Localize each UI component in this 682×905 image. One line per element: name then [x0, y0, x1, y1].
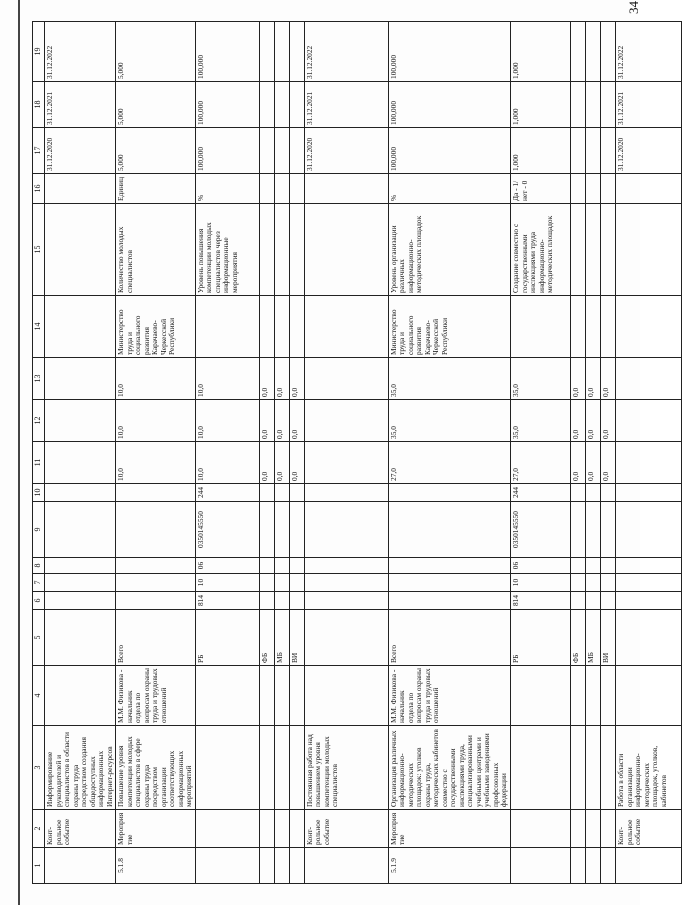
table-cell-col-4: [304, 666, 388, 726]
table-row: [600, 22, 615, 884]
table-row: [45, 22, 116, 884]
table-cell-col-18: 31.12.2021: [615, 82, 681, 128]
table-cell-col-4: [570, 666, 585, 726]
table-cell-col-7: [615, 574, 681, 592]
table-cell-col-7: 10: [510, 574, 570, 592]
table-cell-col-18: 1,000: [510, 82, 570, 128]
table-cell-col-7: [600, 574, 615, 592]
table-cell-col-15: Создание совместно с государственными инспекциями труда информационно-методических площадок: [510, 204, 570, 296]
header-cell: 8: [33, 558, 45, 574]
table-cell-col-6: [570, 592, 585, 610]
table-cell-col-9: [585, 502, 600, 558]
table-cell-col-12: 35,0: [510, 400, 570, 442]
table-cell-col-5: РБ: [510, 610, 570, 666]
table-row: [510, 22, 570, 884]
table-cell-col-18: 31.12.2021: [45, 82, 116, 128]
table-cell-col-10: [116, 484, 196, 502]
table-row: [388, 22, 510, 884]
table-cell-col-19: [274, 22, 289, 82]
table-cell-col-4: [289, 666, 304, 726]
header-cell: 14: [33, 296, 45, 358]
table-cell-col-17: [274, 128, 289, 174]
table-cell-col-6: [585, 592, 600, 610]
table-cell-col-10: [259, 484, 274, 502]
header-cell: 1: [33, 848, 45, 884]
table-cell-col-19: 100,000: [388, 22, 510, 82]
table-cell-col-1: [45, 848, 116, 884]
table-cell-col-14: [259, 296, 274, 358]
table-cell-col-8: 06: [510, 558, 570, 574]
table-cell-col-17: [600, 128, 615, 174]
table-cell-col-18: [259, 82, 274, 128]
table-cell-col-11: 10,0: [195, 442, 259, 484]
table-cell-col-11: [45, 442, 116, 484]
table-cell-col-1: 5.1.8: [116, 848, 196, 884]
table-cell-col-14: Министерство труда и социального развития Карачаево-Черкесской Республики: [116, 296, 196, 358]
table-cell-col-10: [274, 484, 289, 502]
table-cell-col-13: [45, 358, 116, 400]
table-row: [615, 22, 681, 884]
table-cell-col-16: [259, 174, 274, 204]
table-cell-col-16: [600, 174, 615, 204]
table-cell-col-17: [259, 128, 274, 174]
table-cell-col-1: [615, 848, 681, 884]
header-cell: 11: [33, 442, 45, 484]
table-cell-col-15: Количество молодых специалистов: [116, 204, 196, 296]
table-cell-col-6: [274, 592, 289, 610]
header-cell: 18: [33, 82, 45, 128]
table-cell-col-2: Конт-рольное событие: [304, 810, 388, 848]
header-cell: 19: [33, 22, 45, 82]
table-row: [585, 22, 600, 884]
table-cell-col-4: М.М. Физиковa - начальник отдела по вопросам охраны труда и трудовых отношений: [388, 666, 510, 726]
table-cell-col-2: Мероприятие: [116, 810, 196, 848]
table-cell-col-1: [274, 848, 289, 884]
table-cell-col-14: [600, 296, 615, 358]
table-cell-col-11: [615, 442, 681, 484]
table-cell-col-9: [388, 502, 510, 558]
table-cell-col-7: [116, 574, 196, 592]
header-cell: 12: [33, 400, 45, 442]
table-cell-col-17: [585, 128, 600, 174]
table-cell-col-18: 100,000: [388, 82, 510, 128]
table-cell-col-4: [510, 666, 570, 726]
table-cell-col-3: Повышение уровня компетенции молодых специалистов в сфере охраны труда посредством организации соответствующих информационных мероприятий: [116, 726, 196, 810]
table-cell-col-16: [585, 174, 600, 204]
table-cell-col-12: 10,0: [195, 400, 259, 442]
table-cell-col-8: [45, 558, 116, 574]
table-cell-col-3: [585, 726, 600, 810]
table-cell-col-8: [570, 558, 585, 574]
table-cell-col-9: [615, 502, 681, 558]
header-cell: 6: [33, 592, 45, 610]
table-cell-col-19: [289, 22, 304, 82]
table-cell-col-8: 06: [195, 558, 259, 574]
header-cell: 5: [33, 610, 45, 666]
table-cell-col-11: 0,0: [600, 442, 615, 484]
header-cell: 15: [33, 204, 45, 296]
table-cell-col-5: Всего: [388, 610, 510, 666]
table-cell-col-9: 0350145550: [195, 502, 259, 558]
table-cell-col-18: 100,000: [195, 82, 259, 128]
table-cell-col-15: [304, 204, 388, 296]
table-cell-col-2: [195, 810, 259, 848]
table-cell-col-12: 0,0: [600, 400, 615, 442]
table-cell-col-18: [274, 82, 289, 128]
table-cell-col-13: 0,0: [289, 358, 304, 400]
table-cell-col-1: [195, 848, 259, 884]
table-cell-col-6: [304, 592, 388, 610]
table-cell-col-16: Да - 1/ нет - 0: [510, 174, 570, 204]
table-cell-col-4: [585, 666, 600, 726]
table-cell-col-9: [274, 502, 289, 558]
table-cell-col-7: [388, 574, 510, 592]
table-cell-col-8: [116, 558, 196, 574]
table-cell-col-2: Мероприятие: [388, 810, 510, 848]
table-cell-col-5: [45, 610, 116, 666]
table-cell-col-6: [289, 592, 304, 610]
table-cell-col-19: [570, 22, 585, 82]
table-cell-col-8: [585, 558, 600, 574]
table-cell-col-19: [585, 22, 600, 82]
table-cell-col-5: МБ: [585, 610, 600, 666]
table-cell-col-12: 0,0: [585, 400, 600, 442]
table-cell-col-5: [304, 610, 388, 666]
table-cell-col-15: [289, 204, 304, 296]
table-cell-col-6: [615, 592, 681, 610]
table-cell-col-17: [289, 128, 304, 174]
table-cell-col-15: [600, 204, 615, 296]
table-cell-col-1: 5.1.9: [388, 848, 510, 884]
table-cell-col-12: 0,0: [289, 400, 304, 442]
table-row: [195, 22, 259, 884]
header-row: [33, 22, 45, 884]
table-cell-col-11: 27,0: [388, 442, 510, 484]
table-row: [116, 22, 196, 884]
table-cell-col-3: Работа в области организации информационно-методических площадок, уголков, кабинетов: [615, 726, 681, 810]
table-cell-col-17: 1,000: [510, 128, 570, 174]
table-cell-col-14: [615, 296, 681, 358]
table-cell-col-12: 35,0: [388, 400, 510, 442]
table-cell-col-7: [274, 574, 289, 592]
table-cell-col-8: [388, 558, 510, 574]
header-cell: 13: [33, 358, 45, 400]
table-row: [259, 22, 274, 884]
table-row: [570, 22, 585, 884]
table-cell-col-16: %: [388, 174, 510, 204]
table-cell-col-19: [259, 22, 274, 82]
table-cell-col-7: 10: [195, 574, 259, 592]
table-cell-col-12: 0,0: [274, 400, 289, 442]
table-cell-col-3: [289, 726, 304, 810]
header-cell: 10: [33, 484, 45, 502]
table-cell-col-16: [45, 174, 116, 204]
table-cell-col-3: [274, 726, 289, 810]
table-cell-col-2: [274, 810, 289, 848]
table-cell-col-13: 10,0: [195, 358, 259, 400]
table-cell-col-19: 31.12.2022: [615, 22, 681, 82]
table-cell-col-7: [45, 574, 116, 592]
table-cell-col-5: МБ: [274, 610, 289, 666]
table-cell-col-11: 0,0: [259, 442, 274, 484]
table-cell-col-15: Уровень организации различных информационно-методических площадок: [388, 204, 510, 296]
table-row: [304, 22, 388, 884]
table-cell-col-17: 31.12.2020: [304, 128, 388, 174]
header-cell: 9: [33, 502, 45, 558]
table-cell-col-2: [289, 810, 304, 848]
table-cell-col-19: 31.12.2022: [45, 22, 116, 82]
table-cell-col-14: [274, 296, 289, 358]
table-cell-col-4: [600, 666, 615, 726]
table-cell-col-16: [570, 174, 585, 204]
table-cell-col-19: 31.12.2022: [304, 22, 388, 82]
table-cell-col-14: [304, 296, 388, 358]
table-cell-col-1: [510, 848, 570, 884]
table-cell-col-17: 5,000: [116, 128, 196, 174]
table-cell-col-17: [570, 128, 585, 174]
table-cell-col-9: [259, 502, 274, 558]
table-cell-col-19: 100,000: [195, 22, 259, 82]
table-cell-col-16: [615, 174, 681, 204]
table-cell-col-5: ВИ: [289, 610, 304, 666]
table-cell-col-15: [585, 204, 600, 296]
table-cell-col-10: [289, 484, 304, 502]
table-cell-col-18: 31.12.2021: [304, 82, 388, 128]
table-cell-col-3: [510, 726, 570, 810]
table-cell-col-1: [570, 848, 585, 884]
table-cell-col-4: [274, 666, 289, 726]
table-cell-col-7: [304, 574, 388, 592]
table-cell-col-10: [388, 484, 510, 502]
table-cell-col-14: [510, 296, 570, 358]
table-cell-col-3: [259, 726, 274, 810]
table-cell-col-15: [259, 204, 274, 296]
table-cell-col-8: [259, 558, 274, 574]
table-cell-col-11: [304, 442, 388, 484]
table-cell-col-10: [600, 484, 615, 502]
table-cell-col-17: 100,000: [388, 128, 510, 174]
table-cell-col-3: [600, 726, 615, 810]
table-cell-col-5: Всего: [116, 610, 196, 666]
table-cell-col-7: [259, 574, 274, 592]
table-cell-col-6: [116, 592, 196, 610]
table-cell-col-10: [570, 484, 585, 502]
header-cell: 16: [33, 174, 45, 204]
table-cell-col-17: 31.12.2020: [45, 128, 116, 174]
table-cell-col-6: [600, 592, 615, 610]
table-cell-col-9: [304, 502, 388, 558]
table-cell-col-16: [289, 174, 304, 204]
table-cell-col-3: [570, 726, 585, 810]
table-cell-col-18: [289, 82, 304, 128]
table-cell-col-12: [615, 400, 681, 442]
table-cell-col-14: [45, 296, 116, 358]
table-cell-col-11: 0,0: [289, 442, 304, 484]
table-cell-col-14: [289, 296, 304, 358]
table-cell-col-10: [585, 484, 600, 502]
table-row: [274, 22, 289, 884]
table-cell-col-2: [600, 810, 615, 848]
table-cell-col-7: [570, 574, 585, 592]
table-cell-col-4: [195, 666, 259, 726]
table-cell-col-15: [570, 204, 585, 296]
table-cell-col-9: [570, 502, 585, 558]
table-cell-col-13: 10,0: [116, 358, 196, 400]
table-cell-col-6: 814: [195, 592, 259, 610]
table-cell-col-13: 0,0: [600, 358, 615, 400]
table-cell-col-15: [45, 204, 116, 296]
table-cell-col-9: [289, 502, 304, 558]
table-cell-col-9: 0350145550: [510, 502, 570, 558]
table-cell-col-16: [304, 174, 388, 204]
table-cell-col-19: 1,000: [510, 22, 570, 82]
table-cell-col-17: 100,000: [195, 128, 259, 174]
table-cell-col-9: [116, 502, 196, 558]
header-cell: 7: [33, 574, 45, 592]
table-cell-col-1: [304, 848, 388, 884]
table-cell-col-17: 31.12.2020: [615, 128, 681, 174]
table-cell-col-10: [615, 484, 681, 502]
table-cell-col-18: [570, 82, 585, 128]
table-cell-col-3: Организация различных информационно-методических площадок: уголков охраны труда, методических кабинетов совместно с государственными инспекциями труда, специализированными учебными центрами и учебными заведениями профсоюзных федерации: [388, 726, 510, 810]
header-cell: 4: [33, 666, 45, 726]
table-cell-col-5: РБ: [195, 610, 259, 666]
table-cell-col-5: ФБ: [570, 610, 585, 666]
table-cell-col-8: [304, 558, 388, 574]
table-cell-col-2: [510, 810, 570, 848]
table-cell-col-6: [388, 592, 510, 610]
table-cell-col-11: 10,0: [116, 442, 196, 484]
table-cell-col-13: [304, 358, 388, 400]
table-cell-col-2: Конт-рольное событие: [615, 810, 681, 848]
table-cell-col-1: [600, 848, 615, 884]
table-cell-col-8: [274, 558, 289, 574]
table-cell-col-4: [45, 666, 116, 726]
table-cell-col-13: 0,0: [585, 358, 600, 400]
table-row: [289, 22, 304, 884]
table-cell-col-2: Конт-рольное событие: [45, 810, 116, 848]
table-cell-col-6: 814: [510, 592, 570, 610]
table-cell-col-8: [615, 558, 681, 574]
table-cell-col-3: [195, 726, 259, 810]
table-cell-col-1: [289, 848, 304, 884]
left-margin-line: [18, 0, 20, 905]
table-cell-col-5: [615, 610, 681, 666]
table-cell-col-4: [259, 666, 274, 726]
table-cell-col-11: 0,0: [274, 442, 289, 484]
table-cell-col-16: %: [195, 174, 259, 204]
table-cell-col-4: М.М. Физиковa - начальник отдела по вопросам охраны труда и трудовых отношений: [116, 666, 196, 726]
table-cell-col-10: [45, 484, 116, 502]
table-cell-col-1: [585, 848, 600, 884]
table-cell-col-7: [585, 574, 600, 592]
page-number: 34: [626, 1, 641, 14]
table-cell-col-18: [585, 82, 600, 128]
table-cell-col-13: 35,0: [510, 358, 570, 400]
table-cell-col-11: 27,0: [510, 442, 570, 484]
table-cell-col-2: [585, 810, 600, 848]
table-cell-col-6: [45, 592, 116, 610]
table-cell-col-14: Министерство труда и социального развития Карачаево-Черкесской Республики: [388, 296, 510, 358]
header-cell: 3: [33, 726, 45, 810]
table-cell-col-3: Постоянная работа над повышением уровня компетенции молодых специалистов: [304, 726, 388, 810]
table-cell-col-7: [289, 574, 304, 592]
table-cell-col-5: ВИ: [600, 610, 615, 666]
table-cell-col-13: 0,0: [259, 358, 274, 400]
table-cell-col-5: ФБ: [259, 610, 274, 666]
table-cell-col-15: Уровень повышения компетенции молодых специалистов через информационные мероприятия: [195, 204, 259, 296]
table-cell-col-12: [45, 400, 116, 442]
table-cell-col-12: 10,0: [116, 400, 196, 442]
table-cell-col-9: [600, 502, 615, 558]
table-cell-col-12: 0,0: [259, 400, 274, 442]
program-activities-table: [32, 21, 682, 884]
table-cell-col-11: 0,0: [585, 442, 600, 484]
table-cell-col-12: [304, 400, 388, 442]
table-cell-col-11: 0,0: [570, 442, 585, 484]
table-cell-col-3: Информирование руководителей и специалистов в области охраны труда посредством создания общедоступных информационных Интернет-ресурсов: [45, 726, 116, 810]
table-cell-col-12: 0,0: [570, 400, 585, 442]
table-cell-col-14: [585, 296, 600, 358]
table-cell-col-13: 35,0: [388, 358, 510, 400]
table-cell-col-16: Единиц: [116, 174, 196, 204]
table-cell-col-10: [304, 484, 388, 502]
table-cell-col-8: [289, 558, 304, 574]
table-cell-col-18: [600, 82, 615, 128]
table-cell-col-15: [274, 204, 289, 296]
header-cell: 2: [33, 810, 45, 848]
table-cell-col-13: 0,0: [274, 358, 289, 400]
table-cell-col-8: [600, 558, 615, 574]
table-cell-col-13: [615, 358, 681, 400]
table-cell-col-19: [600, 22, 615, 82]
table-cell-col-9: [45, 502, 116, 558]
table-cell-col-2: [570, 810, 585, 848]
table-cell-col-1: [259, 848, 274, 884]
table-cell-col-14: [570, 296, 585, 358]
table-cell-col-2: [259, 810, 274, 848]
table-cell-col-19: 5,000: [116, 22, 196, 82]
table-cell-col-4: [615, 666, 681, 726]
table-cell-col-6: [259, 592, 274, 610]
table-cell-col-13: 0,0: [570, 358, 585, 400]
table-cell-col-18: 5,000: [116, 82, 196, 128]
table-cell-col-16: [274, 174, 289, 204]
table-cell-col-15: [615, 204, 681, 296]
header-cell: 17: [33, 128, 45, 174]
table-cell-col-10: 244: [195, 484, 259, 502]
table-cell-col-10: 244: [510, 484, 570, 502]
table-cell-col-14: [195, 296, 259, 358]
rotated-table-container: [32, 22, 668, 884]
